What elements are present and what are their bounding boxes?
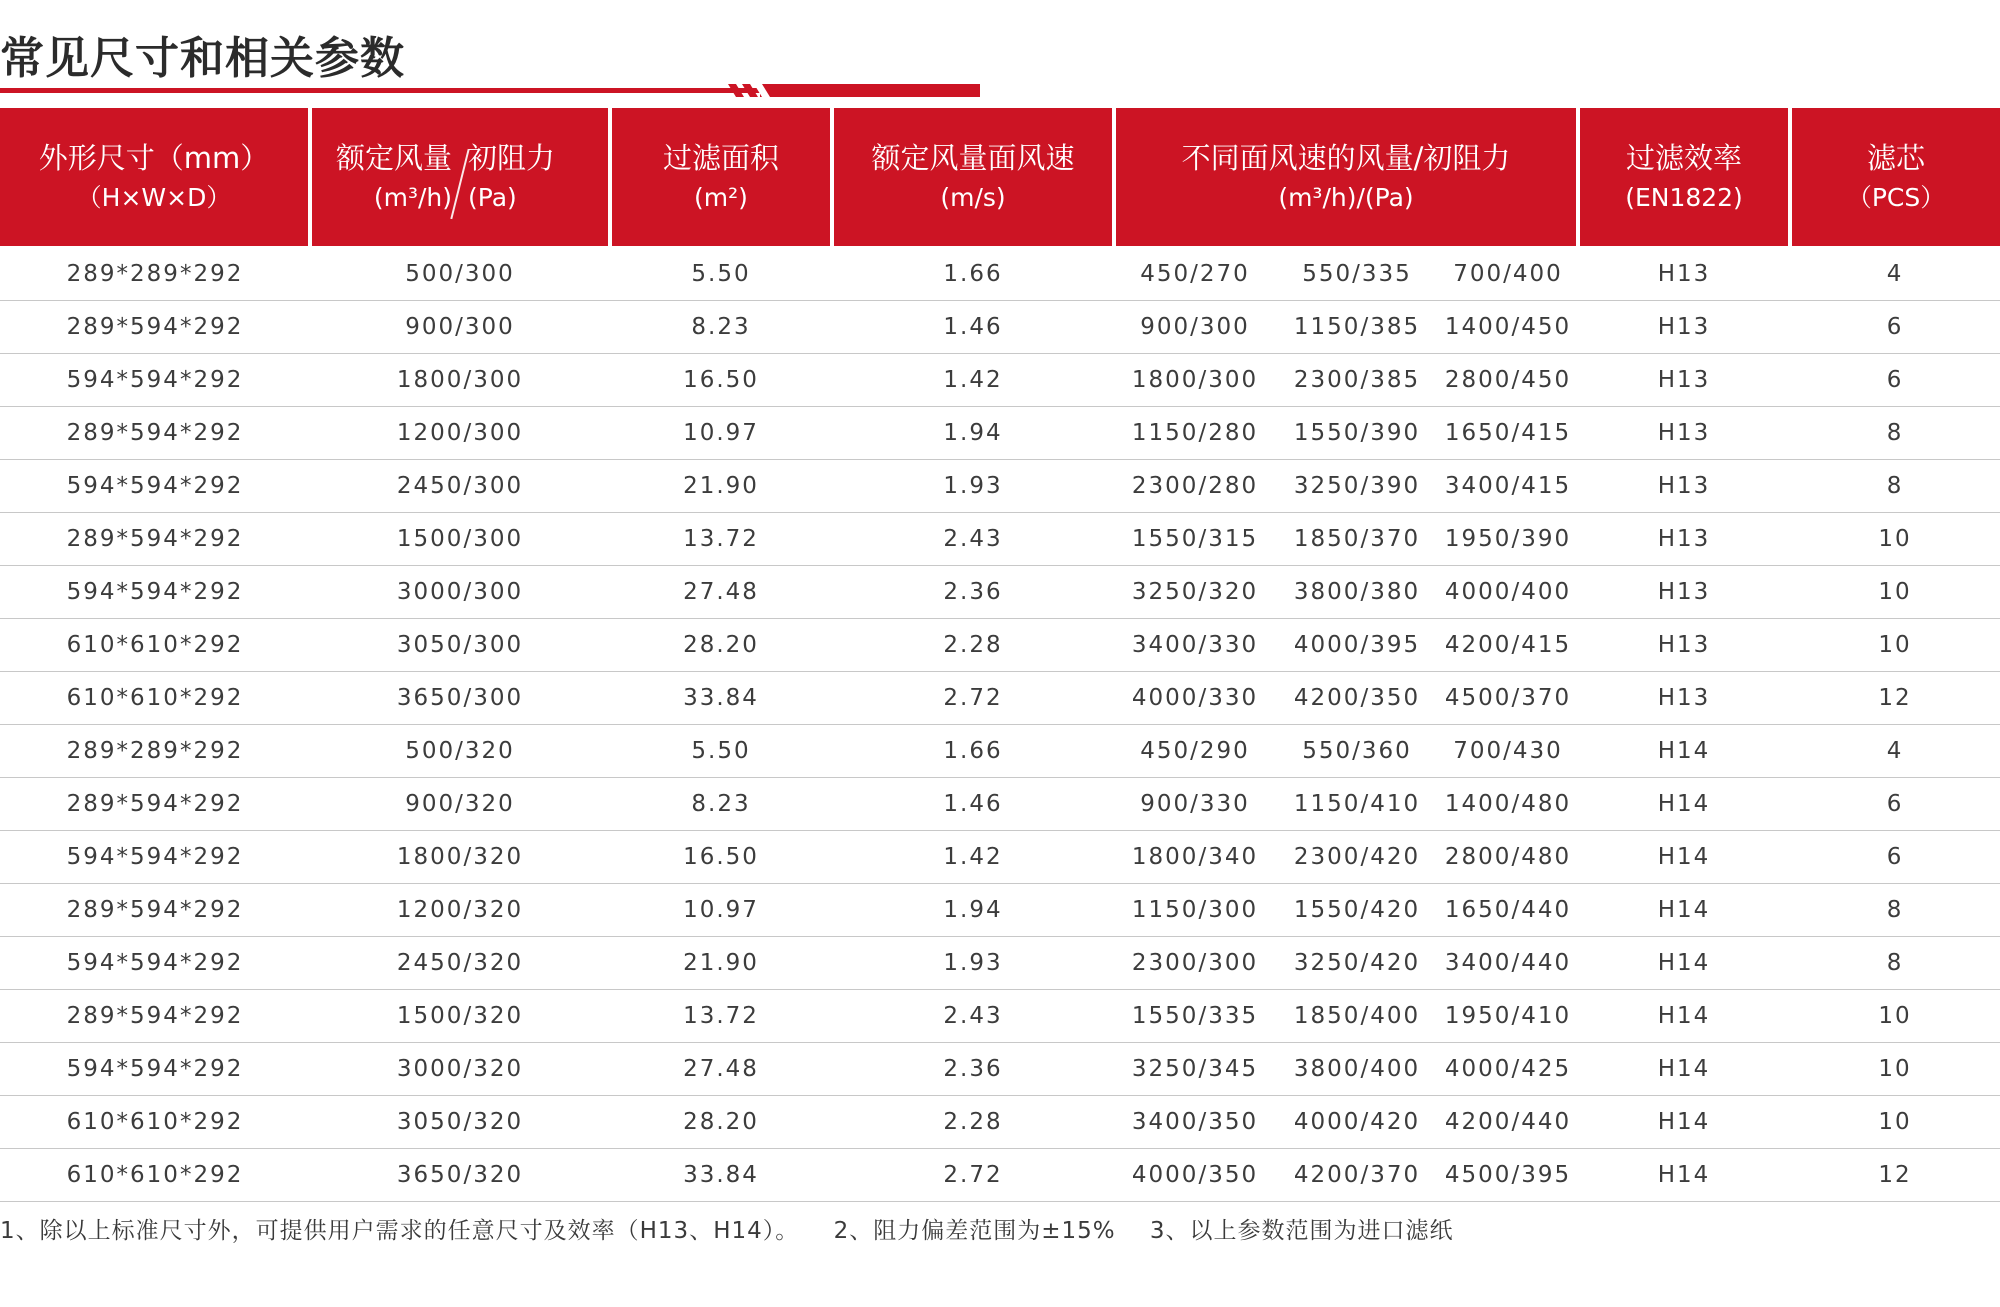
cell-efficiency: H13	[1578, 672, 1790, 725]
cell-varied-3: 2800/450	[1438, 354, 1578, 407]
cell-varied-1: 3250/320	[1114, 566, 1276, 619]
cell-rated: 1800/300	[310, 354, 610, 407]
cell-varied-3: 3400/415	[1438, 460, 1578, 513]
cell-rated: 1500/300	[310, 513, 610, 566]
header-efficiency-unit: (EN1822)	[1625, 183, 1743, 212]
cell-varied-1: 3400/350	[1114, 1096, 1276, 1149]
cell-size: 594*594*292	[0, 460, 310, 513]
cell-velocity: 2.72	[832, 672, 1114, 725]
cell-varied-3: 1400/480	[1438, 778, 1578, 831]
cell-cores: 8	[1790, 407, 2000, 460]
cell-efficiency: H14	[1578, 884, 1790, 937]
table-row	[0, 566, 2000, 619]
header-row	[0, 108, 2000, 247]
cell-area: 27.48	[610, 566, 832, 619]
cell-size: 610*610*292	[0, 1149, 310, 1202]
cell-varied-2: 550/335	[1276, 247, 1438, 301]
cell-size: 289*594*292	[0, 407, 310, 460]
cell-varied-3: 1650/440	[1438, 884, 1578, 937]
cell-varied-1: 1550/335	[1114, 990, 1276, 1043]
cell-size: 289*594*292	[0, 990, 310, 1043]
cell-cores: 6	[1790, 354, 2000, 407]
cell-varied-2: 4000/395	[1276, 619, 1438, 672]
cell-varied-2: 4000/420	[1276, 1096, 1438, 1149]
cell-velocity: 2.36	[832, 1043, 1114, 1096]
cell-varied-3: 4000/400	[1438, 566, 1578, 619]
cell-rated: 3650/320	[310, 1149, 610, 1202]
cell-varied-2: 3250/420	[1276, 937, 1438, 990]
cell-area: 28.20	[610, 1096, 832, 1149]
cell-efficiency: H14	[1578, 937, 1790, 990]
header-area	[610, 108, 832, 247]
title-underline	[0, 84, 980, 97]
cell-velocity: 1.46	[832, 778, 1114, 831]
cell-area: 16.50	[610, 831, 832, 884]
header-varied-unit: (m³/h)/(Pa)	[1278, 183, 1414, 212]
table-row	[0, 831, 2000, 884]
footnotes	[0, 1212, 1480, 1245]
table-row	[0, 301, 2000, 354]
cell-varied-2: 4200/370	[1276, 1149, 1438, 1202]
table-row	[0, 1096, 2000, 1149]
cell-area: 10.97	[610, 407, 832, 460]
cell-rated: 3050/320	[310, 1096, 610, 1149]
cell-area: 33.84	[610, 1149, 832, 1202]
cell-efficiency: H14	[1578, 1043, 1790, 1096]
footnote-3: 3、以上参数范围为进口滤纸	[1149, 1218, 1454, 1244]
cell-velocity: 2.43	[832, 513, 1114, 566]
cell-efficiency: H13	[1578, 247, 1790, 301]
cell-velocity: 2.28	[832, 1096, 1114, 1149]
cell-varied-3: 700/430	[1438, 725, 1578, 778]
table-row	[0, 884, 2000, 937]
cell-varied-3: 1950/410	[1438, 990, 1578, 1043]
cell-varied-3: 2800/480	[1438, 831, 1578, 884]
cell-velocity: 1.46	[832, 301, 1114, 354]
cell-size: 289*594*292	[0, 884, 310, 937]
cell-varied-1: 900/300	[1114, 301, 1276, 354]
cell-area: 13.72	[610, 990, 832, 1043]
cell-efficiency: H14	[1578, 1149, 1790, 1202]
cell-area: 5.50	[610, 247, 832, 301]
cell-varied-3: 3400/440	[1438, 937, 1578, 990]
cell-velocity: 2.43	[832, 990, 1114, 1043]
cell-velocity: 1.42	[832, 354, 1114, 407]
cell-size: 610*610*292	[0, 672, 310, 725]
cell-velocity: 2.28	[832, 619, 1114, 672]
header-cores-label: 滤芯	[1867, 141, 1926, 175]
cell-cores: 8	[1790, 884, 2000, 937]
cell-efficiency: H14	[1578, 990, 1790, 1043]
cell-rated: 3650/300	[310, 672, 610, 725]
header-rated-resistance-unit: (Pa)	[468, 183, 517, 212]
cell-size: 610*610*292	[0, 1096, 310, 1149]
cell-velocity: 2.36	[832, 566, 1114, 619]
header-cores-unit: （PCS）	[1846, 183, 1946, 212]
page-title: 常见尺寸和相关参数	[0, 33, 405, 84]
cell-varied-2: 3800/400	[1276, 1043, 1438, 1096]
cell-velocity: 2.72	[832, 1149, 1114, 1202]
cell-rated: 2450/320	[310, 937, 610, 990]
table-row	[0, 1043, 2000, 1096]
header-area-unit: (m²)	[694, 183, 748, 212]
header-size-unit: （H×W×D）	[76, 183, 232, 212]
table-row	[0, 990, 2000, 1043]
cell-size: 594*594*292	[0, 354, 310, 407]
header-rated-flow-unit: (m³/h)	[373, 183, 452, 212]
cell-varied-3: 4000/425	[1438, 1043, 1578, 1096]
header-size	[0, 108, 310, 247]
cell-varied-2: 3800/380	[1276, 566, 1438, 619]
table-row	[0, 1149, 2000, 1202]
cell-velocity: 1.66	[832, 725, 1114, 778]
cell-varied-2: 1850/400	[1276, 990, 1438, 1043]
cell-cores: 6	[1790, 778, 2000, 831]
cell-varied-1: 450/290	[1114, 725, 1276, 778]
cell-size: 289*594*292	[0, 778, 310, 831]
parameters-table	[0, 108, 2000, 1202]
cell-varied-2: 550/360	[1276, 725, 1438, 778]
cell-size: 289*594*292	[0, 513, 310, 566]
header-velocity	[832, 108, 1114, 247]
underline-thick	[760, 84, 980, 97]
cell-area: 27.48	[610, 1043, 832, 1096]
cell-efficiency: H14	[1578, 831, 1790, 884]
cell-varied-1: 1550/315	[1114, 513, 1276, 566]
cell-cores: 10	[1790, 1043, 2000, 1096]
cell-rated: 500/300	[310, 247, 610, 301]
cell-area: 16.50	[610, 354, 832, 407]
cell-size: 610*610*292	[0, 619, 310, 672]
cell-varied-1: 1800/340	[1114, 831, 1276, 884]
cell-rated: 900/300	[310, 301, 610, 354]
header-velocity-unit: (m/s)	[940, 183, 1006, 212]
cell-rated: 3000/320	[310, 1043, 610, 1096]
cell-efficiency: H13	[1578, 301, 1790, 354]
table-row	[0, 247, 2000, 301]
cell-rated: 1800/320	[310, 831, 610, 884]
cell-varied-3: 4500/395	[1438, 1149, 1578, 1202]
header-efficiency-label: 过滤效率	[1626, 141, 1743, 175]
cell-cores: 4	[1790, 725, 2000, 778]
cell-area: 21.90	[610, 937, 832, 990]
cell-rated: 500/320	[310, 725, 610, 778]
cell-varied-2: 1550/420	[1276, 884, 1438, 937]
cell-efficiency: H13	[1578, 407, 1790, 460]
cell-varied-2: 1550/390	[1276, 407, 1438, 460]
cell-varied-2: 1150/410	[1276, 778, 1438, 831]
table-row	[0, 725, 2000, 778]
table-row	[0, 619, 2000, 672]
cell-rated: 3000/300	[310, 566, 610, 619]
cell-rated: 900/320	[310, 778, 610, 831]
cell-varied-3: 4200/415	[1438, 619, 1578, 672]
cell-efficiency: H13	[1578, 513, 1790, 566]
cell-cores: 6	[1790, 301, 2000, 354]
cell-efficiency: H13	[1578, 354, 1790, 407]
cell-size: 594*594*292	[0, 831, 310, 884]
cell-rated: 1200/320	[310, 884, 610, 937]
cell-rated: 1500/320	[310, 990, 610, 1043]
cell-varied-2: 3250/390	[1276, 460, 1438, 513]
table-row	[0, 513, 2000, 566]
cell-efficiency: H13	[1578, 566, 1790, 619]
cell-cores: 10	[1790, 513, 2000, 566]
cell-size: 289*289*292	[0, 247, 310, 301]
header-efficiency	[1578, 108, 1790, 247]
cell-varied-2: 1150/385	[1276, 301, 1438, 354]
cell-varied-3: 4200/440	[1438, 1096, 1578, 1149]
cell-cores: 10	[1790, 990, 2000, 1043]
cell-varied-3: 1650/415	[1438, 407, 1578, 460]
header-velocity-label: 额定风量面风速	[871, 141, 1075, 175]
cell-size: 289*289*292	[0, 725, 310, 778]
cell-rated: 3050/300	[310, 619, 610, 672]
cell-velocity: 1.93	[832, 460, 1114, 513]
cell-efficiency: H13	[1578, 619, 1790, 672]
cell-rated: 2450/300	[310, 460, 610, 513]
cell-area: 21.90	[610, 460, 832, 513]
table-body	[0, 247, 2000, 1202]
cell-efficiency: H13	[1578, 460, 1790, 513]
header-size-label: 外形尺寸（mm）	[38, 141, 270, 175]
footnote-2: 2、阻力偏差范围为±15%	[833, 1218, 1116, 1244]
cell-area: 10.97	[610, 884, 832, 937]
cell-cores: 12	[1790, 1149, 2000, 1202]
cell-varied-2: 1850/370	[1276, 513, 1438, 566]
cell-cores: 8	[1790, 460, 2000, 513]
cell-size: 594*594*292	[0, 1043, 310, 1096]
cell-varied-1: 2300/300	[1114, 937, 1276, 990]
cell-cores: 8	[1790, 937, 2000, 990]
cell-area: 13.72	[610, 513, 832, 566]
table-row	[0, 672, 2000, 725]
cell-velocity: 1.93	[832, 937, 1114, 990]
cell-efficiency: H14	[1578, 778, 1790, 831]
cell-area: 28.20	[610, 619, 832, 672]
cell-efficiency: H14	[1578, 1096, 1790, 1149]
table-row	[0, 778, 2000, 831]
cell-cores: 6	[1790, 831, 2000, 884]
cell-varied-1: 1150/280	[1114, 407, 1276, 460]
cell-area: 5.50	[610, 725, 832, 778]
header-varied-label: 不同面风速的风量/初阻力	[1181, 141, 1511, 175]
cell-size: 594*594*292	[0, 566, 310, 619]
cell-varied-1: 4000/350	[1114, 1149, 1276, 1202]
cell-varied-1: 1150/300	[1114, 884, 1276, 937]
cell-cores: 10	[1790, 566, 2000, 619]
table-row	[0, 407, 2000, 460]
cell-velocity: 1.42	[832, 831, 1114, 884]
cell-varied-3: 1400/450	[1438, 301, 1578, 354]
cell-varied-3: 700/400	[1438, 247, 1578, 301]
cell-varied-1: 4000/330	[1114, 672, 1276, 725]
cell-velocity: 1.66	[832, 247, 1114, 301]
cell-varied-1: 450/270	[1114, 247, 1276, 301]
table-row	[0, 937, 2000, 990]
cell-area: 33.84	[610, 672, 832, 725]
cell-area: 8.23	[610, 778, 832, 831]
header-rated-flow-label: 额定风量	[335, 141, 452, 175]
cell-varied-1: 1800/300	[1114, 354, 1276, 407]
cell-rated: 1200/300	[310, 407, 610, 460]
cell-efficiency: H14	[1578, 725, 1790, 778]
cell-cores: 10	[1790, 1096, 2000, 1149]
cell-cores: 12	[1790, 672, 2000, 725]
header-cores	[1790, 108, 2000, 247]
cell-varied-2: 2300/385	[1276, 354, 1438, 407]
cell-size: 594*594*292	[0, 937, 310, 990]
cell-varied-1: 2300/280	[1114, 460, 1276, 513]
footnote-1: 1、除以上标准尺寸外，可提供用户需求的任意尺寸及效率（H13、H14）。	[0, 1218, 800, 1244]
header-rated	[310, 108, 610, 247]
cell-cores: 10	[1790, 619, 2000, 672]
header-varied	[1114, 108, 1578, 247]
cell-varied-1: 3250/345	[1114, 1043, 1276, 1096]
table-row	[0, 460, 2000, 513]
cell-varied-3: 1950/390	[1438, 513, 1578, 566]
cell-varied-1: 900/330	[1114, 778, 1276, 831]
cell-area: 8.23	[610, 301, 832, 354]
cell-size: 289*594*292	[0, 301, 310, 354]
cell-cores: 4	[1790, 247, 2000, 301]
cell-varied-3: 4500/370	[1438, 672, 1578, 725]
cell-varied-1: 3400/330	[1114, 619, 1276, 672]
cell-velocity: 1.94	[832, 407, 1114, 460]
table-row	[0, 354, 2000, 407]
cell-varied-2: 2300/420	[1276, 831, 1438, 884]
cell-varied-2: 4200/350	[1276, 672, 1438, 725]
header-area-label: 过滤面积	[662, 141, 779, 175]
header-rated-resistance-label: 初阻力	[468, 141, 556, 175]
cell-velocity: 1.94	[832, 884, 1114, 937]
